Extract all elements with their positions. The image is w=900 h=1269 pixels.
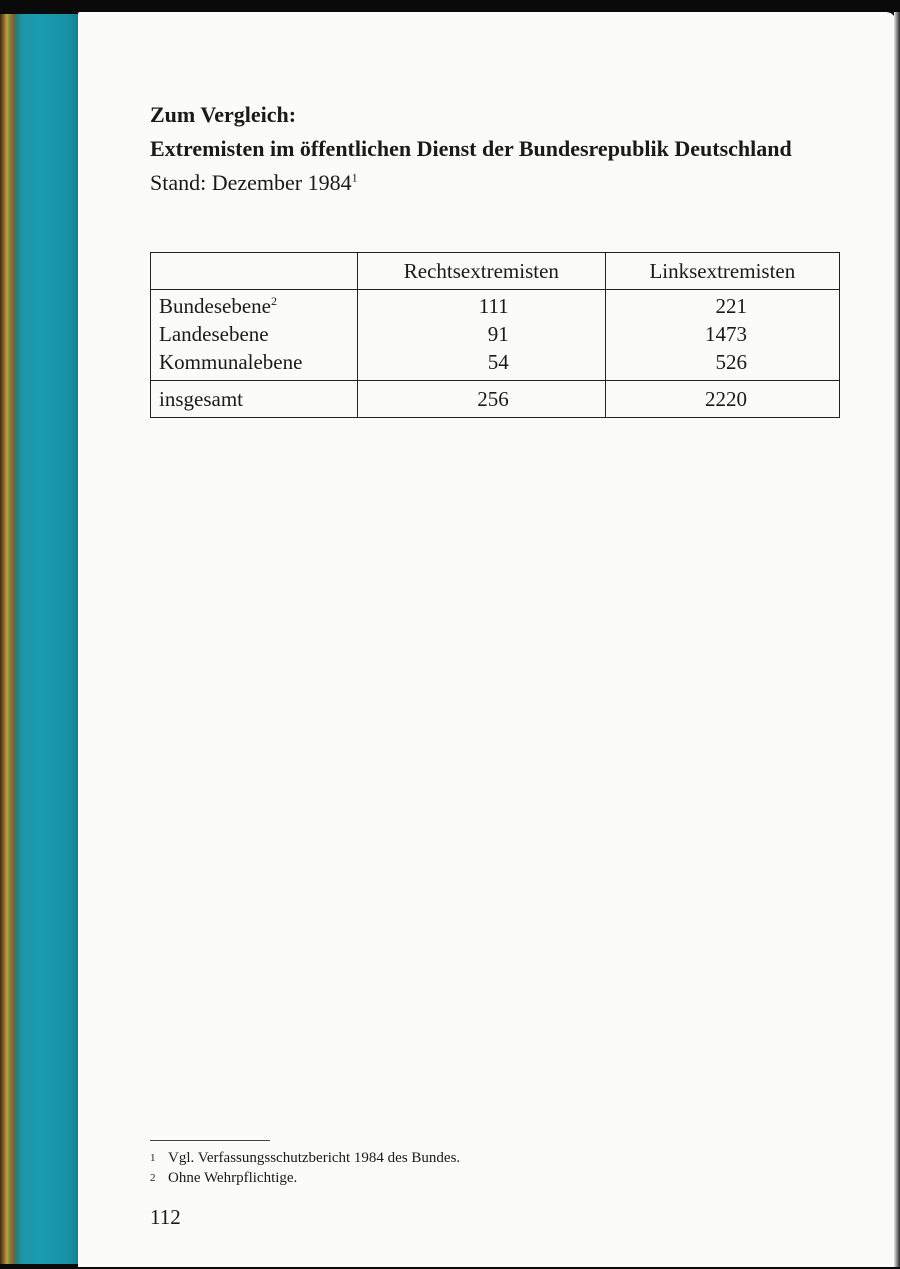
page-edge-shadow <box>894 12 900 1267</box>
rechts-values <box>358 290 606 381</box>
footnote-1 <box>150 1148 460 1168</box>
links-values <box>605 290 839 381</box>
links-landesebene: 1473 <box>705 322 747 346</box>
heading-line-3 <box>150 166 792 200</box>
footnote-text-2: Ohne Wehrpflichtige. <box>168 1170 298 1186</box>
row-label-bundesebene <box>159 292 349 320</box>
heading-date: Stand: Dezember 1984 <box>150 170 352 195</box>
label-bundesebene: Bundesebene <box>159 294 271 318</box>
table-header-row <box>151 253 840 290</box>
table-body-row <box>151 290 840 381</box>
page-number: 112 <box>150 1205 181 1229</box>
header-linksextremisten: Linksextremisten <box>605 253 839 290</box>
footnote-divider <box>150 1140 270 1141</box>
rechts-landesebene: 91 <box>487 322 509 346</box>
footnote-text-1: Vgl. Verfassungsschutzbericht 1984 des Bundes. <box>168 1150 461 1166</box>
header-empty-cell <box>151 253 358 290</box>
total-links: 2220 <box>605 381 839 418</box>
page-heading <box>150 98 792 200</box>
footnote-mark-1: 1 <box>150 1152 156 1164</box>
book-page <box>78 12 896 1267</box>
book-spine <box>0 14 80 1264</box>
footnote-2 <box>150 1168 460 1188</box>
footnote-ref-2: 2 <box>270 294 277 308</box>
total-label: insgesamt <box>151 381 358 418</box>
rechts-kommunalebene: 54 <box>487 350 509 374</box>
heading-line-2: Extremisten im öffentlichen Dienst der Bundesrepublik Deutschland <box>150 136 792 161</box>
row-label-landesebene: Landesebene <box>159 322 269 346</box>
row-label-kommunalebene: Kommunalebene <box>159 350 303 374</box>
footnote-ref-1: 1 <box>351 170 358 185</box>
total-rechts: 256 <box>358 381 606 418</box>
rechts-bundesebene: 111 <box>478 294 509 318</box>
links-bundesebene: 221 <box>715 294 747 318</box>
footnote-mark-2: 2 <box>150 1172 156 1184</box>
footnotes <box>150 1148 460 1188</box>
table-total-row <box>151 381 840 418</box>
header-rechtsextremisten: Rechtsextremisten <box>358 253 606 290</box>
extremists-table <box>150 252 840 418</box>
heading-line-1: Zum Vergleich: <box>150 102 297 127</box>
row-labels <box>151 290 358 381</box>
links-kommunalebene: 526 <box>715 350 747 374</box>
